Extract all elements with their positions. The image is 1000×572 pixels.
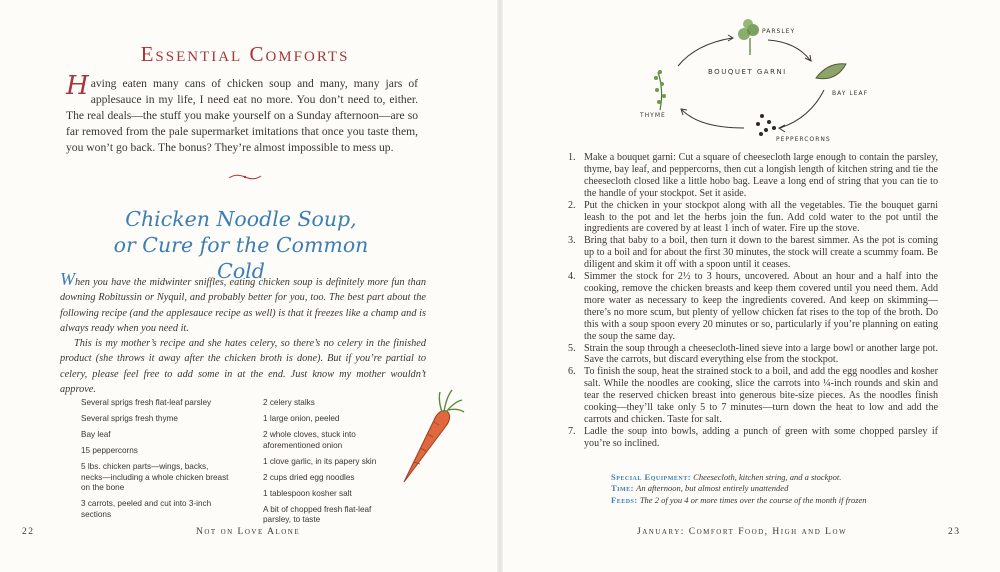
bay-leaf [816,64,846,79]
recipe-intro-p2: This is my mother’s recipe and she hates celery, so there’s no celery in the finished product (she throws it away after the chicken broth is done). But if you’re partial to celery, please feel free to add some in at the end. Just know my mother wouldn’t approve. [60,338,426,396]
step-text: To finish the soup, heat the strained stock to a boil, and add the egg noodles and kosher salt. While the noodles are cooking, slice the carrots into ¼-inch rounds and skin and tear the reserved chicken breast into generous bite-size pieces. As the noodles finish cooking—they’ll take only 5 to 7 minutes—turn down the heat to low and add the carrots and chicken. Taste for salt. [584,366,938,425]
recipe-steps [568,152,938,450]
ingredient-item: 2 cups dried egg noodles [263,472,355,482]
ingredient-item: Several sprigs fresh thyme [81,414,178,423]
recipe-title-line2: or Cure for the Common Cold [113,233,369,283]
right-page [500,0,1000,572]
bouquet-garni-drawing [640,10,870,150]
ingredient-item: 3 carrots, peeled and cut into 3-inch sections [81,499,212,519]
special-equipment-label: Special Equipment: [611,472,692,482]
recipe-facts [611,472,911,506]
flourish-ornament [228,172,262,182]
drop-cap: H [66,71,89,101]
ingredient-item: Several sprigs fresh flat-leaf parsley [81,398,212,407]
step-number: 4. [568,271,576,283]
ingredient-item: 1 large onion, peeled [263,414,340,423]
step-item [568,343,938,367]
recipe-introduction [60,269,426,397]
bouquet-garni-diagram [640,10,870,150]
ingredient-item: 1 tablespoon kosher salt [263,488,352,498]
diagram-label-thyme: THYME [640,112,666,119]
page-number-right: 23 [948,527,961,537]
feeds-row [611,495,911,506]
step-text: Strain the soup through a cheesecloth-lined sieve into a large bowl or another large pot. Save the carrots, but discard everything else from the stockpot. [584,342,938,366]
ingredient-item: 15 peppercorns [81,446,138,455]
time-label: Time: [611,483,634,494]
parsley-sprig [738,19,759,55]
special-equipment-value: Cheesecloth, kitchen string, and a stockpot. [693,472,842,482]
cycle-arrows [678,35,824,132]
step-number: 7. [568,425,576,437]
feeds-value: The 2 of you 4 or more times over the course of the month if frozen [639,494,867,505]
step-item [568,200,938,236]
ingredients-column-2 [263,398,393,531]
step-item [568,366,938,426]
step-item [568,235,938,271]
step-text: Simmer the stock for 2½ to 3 hours, uncovered. About an hour and a half into the cooking, remove the chicken breasts and keep them covered until you need them. Add more water as necessary to keep the ingredients covered. And keep on skimming—there’s no more scum, but plenty of yellow chicken fat rises to the top of the broth. Do this with a soup spoon every 20 minutes or so, particularly if you’re planning on eating the soup the same day. [584,271,938,342]
ingredient-item: 2 celery stalks [263,398,315,407]
ingredient-item: A bit of chopped fresh flat-leaf parsley, to taste [263,504,372,524]
running-title-right: January: Comfort Food, High and Low [637,527,848,537]
step-text: Make a bouquet garni: Cut a square of cheesecloth large enough to contain the parsley, thyme, bay leaf, and peppercorns, then cut a longish length of kitchen string and tie the cheesecloth closed like a little hobo bag. Leave a long end of string that you can tie to the handle of your stockpot. Set it aside. [584,152,938,199]
step-text: Put the chicken in your stockpot along with all the vegetables. Tie the bouquet garni leash to the pot and let the herbs join the fun. Add cold water to the pot until the ingredients are covered by at least 1 inch of water. Fire up the stove. [584,199,938,235]
recipe-intro-p1 [60,269,426,336]
running-title-left: Not on Love Alone [196,527,301,537]
diagram-label-peppercorns: PEPPERCORNS [776,136,831,143]
step-number: 6. [568,366,576,378]
ingredients-column-1 [81,398,231,526]
ingredient-item: 2 whole cloves, stuck into aforementioned onion [263,430,356,450]
step-item [568,271,938,342]
recipe-title-line1: Chicken Noodle Soup, [125,207,357,231]
diagram-label-center: BOUQUET GARNI [708,68,787,76]
feeds-label: Feeds: [611,494,638,505]
recipe-intro-p1-text: hen you have the midwinter sniffles, eating chicken soup is definitely more fun than downing Robitussin or Nyquil, and probably better for you, too. The best part about the following recipe (and the applesauce recipe as well) is that it freezes like a champ and is always ready when you need it. [60,277,426,334]
step-number: 2. [568,199,576,211]
step-number: 3. [568,235,576,247]
special-equipment-row [611,472,911,483]
step-item [568,426,938,450]
step-number: 1. [568,152,576,163]
thyme-sprig [654,70,666,110]
ingredient-item: Bay leaf [81,430,111,439]
diagram-label-bay-leaf: BAY LEAF [832,90,869,97]
step-number: 5. [568,342,576,354]
intro-text: aving eaten many cans of chicken soup and many, many jars of applesauce in my life, I need eat no more. You don’t need to, either. The real deals—the stuff you make yourself on a Sunday afternoon—are so far removed from the pale supermarket imitations that once you taste them, you won’t go back. The bonus? They’re almost impossible to mess up. [66,77,418,155]
diagram-label-parsley: PARSLEY [762,28,796,35]
ingredient-item: 5 lbs. chicken parts—wings, backs, necks—including a whole chicken breast on the bone [81,462,229,492]
section-title: Essential Comforts [140,42,350,66]
carrot-illustration [396,386,466,488]
intro-paragraph [66,71,418,156]
page-number-left: 22 [22,527,35,537]
step-text: Ladle the soup into bowls, adding a punch of green with some chopped parsley if you’re so inclined. [584,425,938,449]
peppercorns [756,114,776,136]
step-text: Bring that baby to a boil, then turn it down to the barest simmer. As the pot is coming up to a boil and for about the first 30 minutes, the stock will create a scummy foam. Be diligent and skim it off with a spoon until it ceases. [584,235,938,271]
recipe-drop-letter: W [60,269,75,289]
time-value: An afternoon, but almost entirely unattended [636,483,789,494]
ingredient-item: 1 clove garlic, in its papery skin [263,456,377,466]
step-item [568,152,938,200]
time-row [611,483,911,494]
